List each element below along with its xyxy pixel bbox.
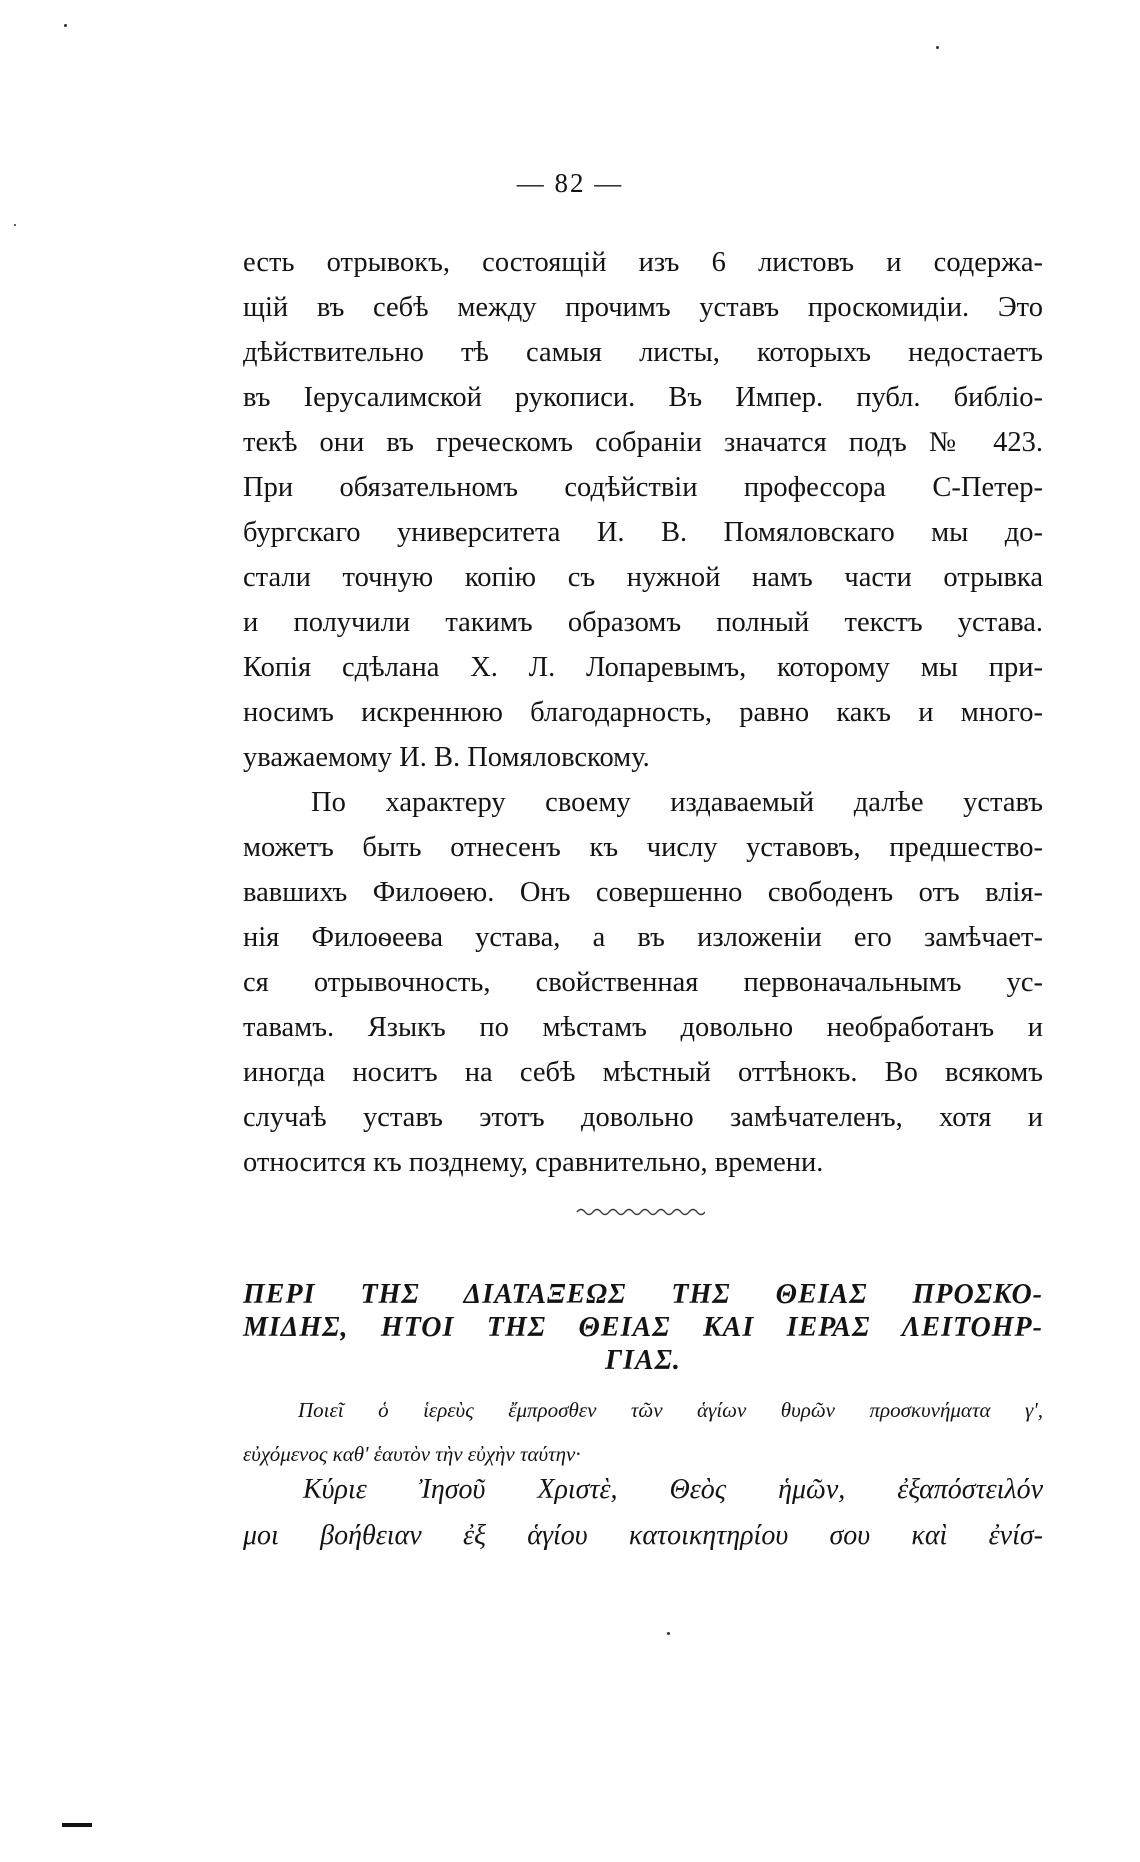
text-line: можетъ быть отнесенъ къ числу уставовъ, предшество- xyxy=(243,832,1043,863)
wavy-divider-ornament xyxy=(575,1206,705,1218)
text-line: относится къ позднему, сравнительно, времени. xyxy=(243,1147,824,1178)
text-line: нія Филоѳеева устава, а въ изложеніи его замѣчает- xyxy=(243,922,1043,953)
title-line: ΓΙΑΣ. xyxy=(605,1345,681,1376)
text-line: случаѣ уставъ этотъ довольно замѣчателенъ, хотя и xyxy=(243,1102,1043,1133)
scan-edge-mark xyxy=(62,1823,92,1827)
title-line: ΠΕΡΙ ΤΗΣ ΔΙΑΤΑΞΕΩΣ ΤΗΣ ΘΕΙΑΣ ΠΡΟΣΚΟ- xyxy=(243,1279,1043,1310)
text-line: въ Іерусалимской рукописи. Въ Импер. публ. библіо- xyxy=(243,382,1043,413)
text-line: носимъ искреннюю благодарность, равно какъ и много- xyxy=(243,697,1043,728)
scan-speck xyxy=(64,24,67,27)
text-line: тавамъ. Языкъ по мѣстамъ довольно необработанъ и xyxy=(243,1012,1043,1043)
text-line: щій въ себѣ между прочимъ уставъ проскомидіи. Это xyxy=(243,292,1043,323)
text-line: Копія сдѣлана Х. Л. Лопаревымъ, которому мы при- xyxy=(243,652,1043,683)
text-line: дѣйствительно тѣ самыя листы, которыхъ недостаетъ xyxy=(243,337,1043,368)
page-number: — 82 — xyxy=(516,168,624,198)
rubric-line: εὐχόμενος καθ' ἑαυτὸν τὴν εὐχὴν ταύτην· xyxy=(243,1442,581,1466)
paragraph-start-line: По характеру своему издаваемый далѣе уставъ xyxy=(311,787,1043,818)
russian-body-text xyxy=(243,240,1043,1185)
text-line: и получили такимъ образомъ полный текстъ устава. xyxy=(243,607,1043,638)
text-line: текѣ они въ греческомъ собраніи значатся подъ № 423. xyxy=(243,427,1043,458)
text-line: уважаемому И. В. Помяловскому. xyxy=(243,742,650,773)
prayer-line: μοι βοήθειαν ἐξ ἁγίου κατοικητηρίου σου καὶ ἐνίσ- xyxy=(243,1520,1043,1551)
greek-prayer-text xyxy=(243,1467,1043,1559)
text-line: стали точную копію съ нужной намъ части отрывка xyxy=(243,562,1043,593)
title-line: ΜΙΔΗΣ, ΗΤΟΙ ΤΗΣ ΘΕΙΑΣ ΚΑΙ ΙΕΡΑΣ ΛΕΙΤΟΗΡ- xyxy=(243,1312,1043,1343)
text-line: При обязательномъ содѣйствіи профессора С-Петер- xyxy=(243,472,1043,503)
scan-speck xyxy=(936,46,939,49)
scan-speck xyxy=(667,1632,670,1635)
rubric-line: Ποιεῖ ὁ ἱερεὺς ἔμπροσθεν τῶν ἁγίων θυρῶν προσκυνήματα γ', xyxy=(298,1398,1043,1422)
greek-section-title xyxy=(243,1278,1043,1377)
text-line: вавшихъ Филоѳею. Онъ совершенно свободенъ отъ влія- xyxy=(243,877,1043,908)
text-line: ся отрывочность, свойственная первоначальнымъ ус- xyxy=(243,967,1043,998)
text-line: иногда носитъ на себѣ мѣстный оттѣнокъ. Во всякомъ xyxy=(243,1057,1043,1088)
scan-speck xyxy=(14,224,16,226)
text-line: есть отрывокъ, состоящій изъ 6 листовъ и содержа- xyxy=(243,247,1043,278)
prayer-line: Κύριε Ἰησοῦ Χριστὲ, Θεὸς ἡμῶν, ἐξαπόστειλόν xyxy=(303,1474,1043,1505)
greek-rubric xyxy=(243,1388,1043,1476)
text-line: бургскаго университета И. В. Помяловскаго мы до- xyxy=(243,517,1043,548)
